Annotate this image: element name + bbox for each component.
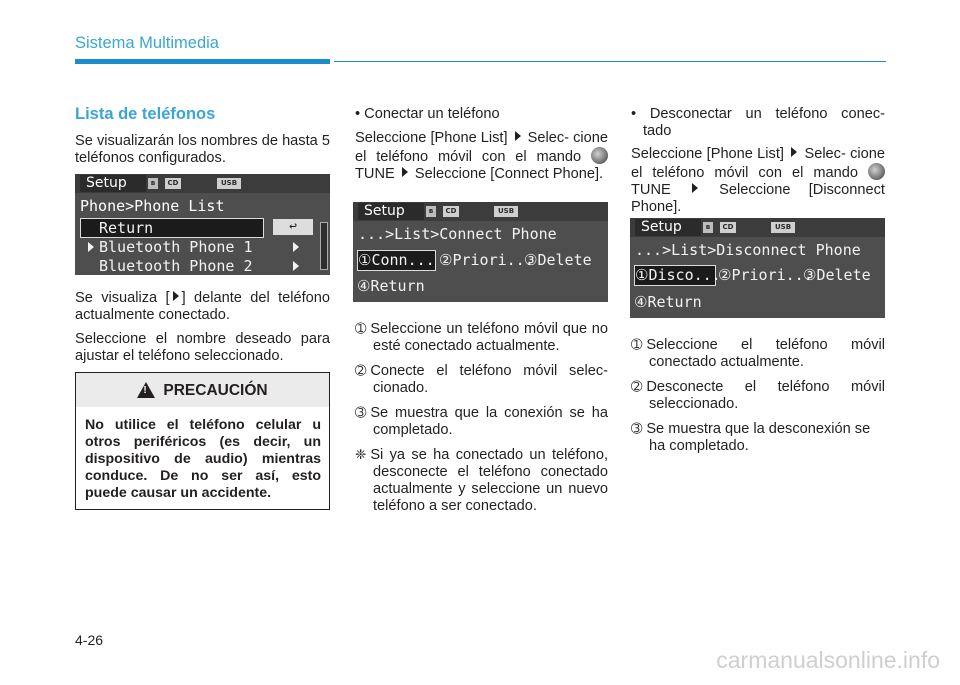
- disconnect-phone-screen: [630, 218, 885, 318]
- section-heading: Lista de teléfonos: [75, 105, 216, 123]
- setup-tab: Setup: [358, 203, 424, 220]
- list-number: ➁: [631, 379, 643, 394]
- cd-icon: CD: [443, 206, 459, 217]
- step-text: Seleccione [Phone List]: [355, 130, 508, 146]
- caution-title: PRECAUCIÓN: [163, 382, 268, 399]
- list-text: Desconecte el teléfono móvil seleccionado.: [646, 379, 885, 412]
- bluetooth-icon: ʙ: [426, 206, 436, 217]
- step-text: Seleccione [Phone List]: [631, 146, 784, 162]
- list-text: Seleccione el teléfono móvil conectado actualmente.: [646, 337, 885, 370]
- step-text: Seleccione [Connect Phone].: [414, 166, 604, 182]
- list-item: [631, 378, 885, 413]
- option-return: ④Return: [357, 277, 425, 295]
- list-text: Se muestra que la conexión se ha completado.: [370, 405, 608, 438]
- list-number: ➁: [355, 363, 367, 378]
- step-text: Selec- cione el teléfono móvil con el mando: [355, 130, 608, 165]
- return-icon: ↩: [273, 219, 313, 235]
- menu-item-phone-2: Bluetooth Phone 2: [99, 257, 253, 275]
- select-text: Seleccione el nombre deseado para ajustar el teléfono seleccionado.: [75, 331, 330, 364]
- caution-body: No utilice el teléfono celular u otros periféricos (es decir, un dispositivo de audio) mientras conduce. De no ser así, esto puede causar un accidente.: [85, 417, 321, 501]
- list-text: Si ya se ha conectado un teléfono, desconecte el teléfono conectado actualmente y seleccione un nuevo teléfono a ser conectado.: [370, 447, 608, 514]
- bullet-disconnect: [631, 106, 885, 140]
- screen-path: Phone>Phone List: [80, 197, 225, 215]
- menu-item-return: Return: [80, 218, 264, 238]
- bullet-text: tado: [643, 123, 672, 139]
- bluetooth-icon: ʙ: [703, 222, 713, 233]
- play-indicator-icon: [173, 291, 179, 301]
- column-1: [75, 106, 330, 174]
- menu-item-phone-1: Bluetooth Phone 1: [99, 238, 253, 256]
- list-number: ➂: [631, 421, 643, 436]
- option-priority: ②Priori...: [718, 266, 813, 284]
- indicator-text: [75, 290, 330, 324]
- scrollbar: [320, 222, 328, 270]
- option-connect: ①Conn...: [358, 251, 435, 269]
- step-text: TUNE: [631, 182, 671, 198]
- arrow-icon: [402, 167, 408, 177]
- warning-icon: [137, 382, 155, 398]
- step-text: Selec- cione el teléfono móvil con el mando: [631, 146, 885, 181]
- option-priority: ②Priori...: [439, 251, 534, 269]
- arrow-icon: [692, 183, 698, 193]
- list-number: ➀: [631, 337, 643, 352]
- list-item: [631, 420, 885, 455]
- intro-text: Se visualizarán los nombres de hasta 5 teléfonos configurados.: [75, 133, 330, 166]
- screen-path: ...>List>Disconnect Phone: [635, 241, 861, 259]
- screen-top-bar: [75, 174, 330, 193]
- usb-icon: USB: [494, 206, 518, 217]
- list-text: Se muestra que la desconexión se ha completado.: [646, 421, 871, 454]
- option-delete: ③Delete: [803, 266, 871, 284]
- list-item: [355, 320, 608, 355]
- bullet-connect: • Conectar un teléfono: [355, 106, 500, 122]
- indicator-text-post: ] delante del teléfono actualmente conectado.: [75, 290, 330, 323]
- arrow-icon: [515, 131, 521, 141]
- setup-tab: Setup: [80, 175, 146, 192]
- list-text: Conecte el teléfono móvil selec- cionado.: [370, 363, 608, 396]
- setup-tab: Setup: [635, 219, 701, 236]
- arrow-icon: [791, 147, 797, 157]
- list-item: [355, 404, 608, 439]
- usb-icon: USB: [217, 178, 241, 189]
- disconnect-steps: [631, 146, 885, 216]
- list-number: ➂: [355, 405, 367, 420]
- option-return: ④Return: [634, 293, 702, 311]
- chevron-right-icon: [293, 261, 299, 271]
- watermark: carmanualsonline.info: [716, 647, 940, 673]
- header-rule-thin: [334, 61, 886, 62]
- column-3-list: [631, 336, 885, 462]
- tune-knob-icon: [591, 147, 608, 164]
- page-number: 4-26: [75, 632, 104, 648]
- cd-icon: CD: [165, 178, 181, 189]
- usb-icon: USB: [771, 222, 795, 233]
- connect-steps: [355, 130, 608, 183]
- cd-icon: CD: [720, 222, 736, 233]
- screen-top-bar: [353, 202, 608, 221]
- caution-header: [76, 373, 329, 407]
- chevron-right-icon: [293, 242, 299, 252]
- list-number: ❈: [355, 447, 367, 462]
- step-text: TUNE: [355, 166, 395, 182]
- header-rule-thick: [75, 59, 330, 64]
- column-1-lower: [75, 290, 330, 372]
- list-item: [355, 362, 608, 397]
- phone-list-screen: [75, 174, 330, 275]
- list-text: Seleccione un teléfono móvil que no esté conectado actualmente.: [370, 321, 608, 354]
- tune-knob-icon: [868, 163, 885, 180]
- column-2-list: [355, 320, 608, 522]
- bluetooth-icon: ʙ: [148, 178, 158, 189]
- column-2: [355, 106, 608, 190]
- connect-phone-screen: [353, 202, 608, 302]
- option-delete: ③Delete: [524, 251, 592, 269]
- caution-box: [75, 372, 330, 510]
- step-text: Seleccione [Disconnect Phone].: [631, 182, 885, 215]
- column-3: [631, 106, 885, 223]
- list-item: [355, 446, 608, 515]
- screen-top-bar: [630, 218, 885, 237]
- indicator-text-pre: Se visualiza [: [75, 290, 170, 306]
- bullet-text: • Desconectar un teléfono conec-: [631, 106, 885, 122]
- list-item: [631, 336, 885, 371]
- screen-path: ...>List>Connect Phone: [358, 225, 557, 243]
- option-disconnect: ①Disco...: [635, 266, 721, 284]
- list-number: ➀: [355, 321, 367, 336]
- section-title: Sistema Multimedia: [75, 34, 219, 52]
